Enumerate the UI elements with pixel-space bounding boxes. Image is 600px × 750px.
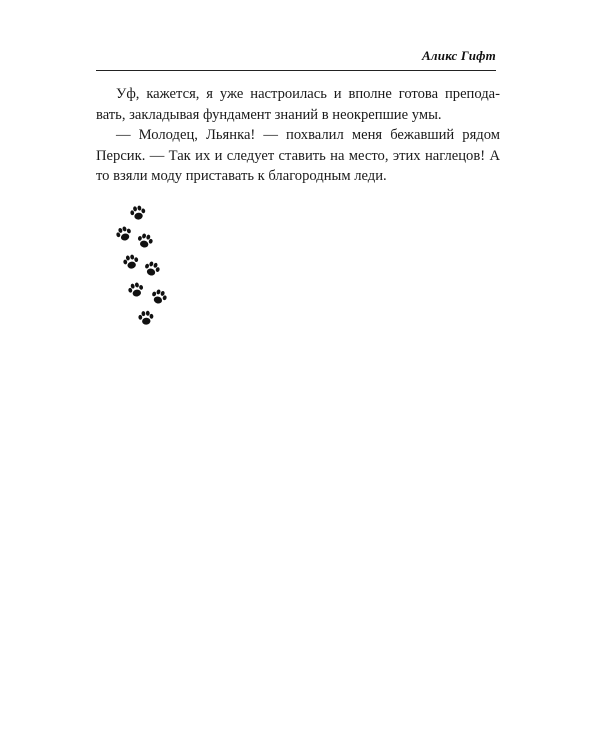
paw-print <box>150 288 169 306</box>
paragraph: — Молодец, Льянка! — похвалил меня бежавший рядом Персик. — Так их и следует ставить на место, этих наглецов! А то взяли моду приставать к благородным леди. <box>96 127 500 185</box>
paragraph: Уф, кажется, я уже настроилась и вполне готова препода-вать, закладывая фундамент знаний в неокрепшие умы. <box>96 86 500 123</box>
paw-print <box>115 225 134 243</box>
paw-print <box>138 310 154 325</box>
main-text <box>96 84 500 187</box>
paw-print <box>136 232 154 249</box>
paw-print <box>143 260 161 278</box>
running-title: Аликс Гифт <box>422 48 496 63</box>
paw-print <box>129 205 146 221</box>
paw-print <box>122 253 140 270</box>
header-rule <box>96 70 496 71</box>
paw-print <box>127 281 145 298</box>
paw-prints-icon <box>108 198 178 333</box>
